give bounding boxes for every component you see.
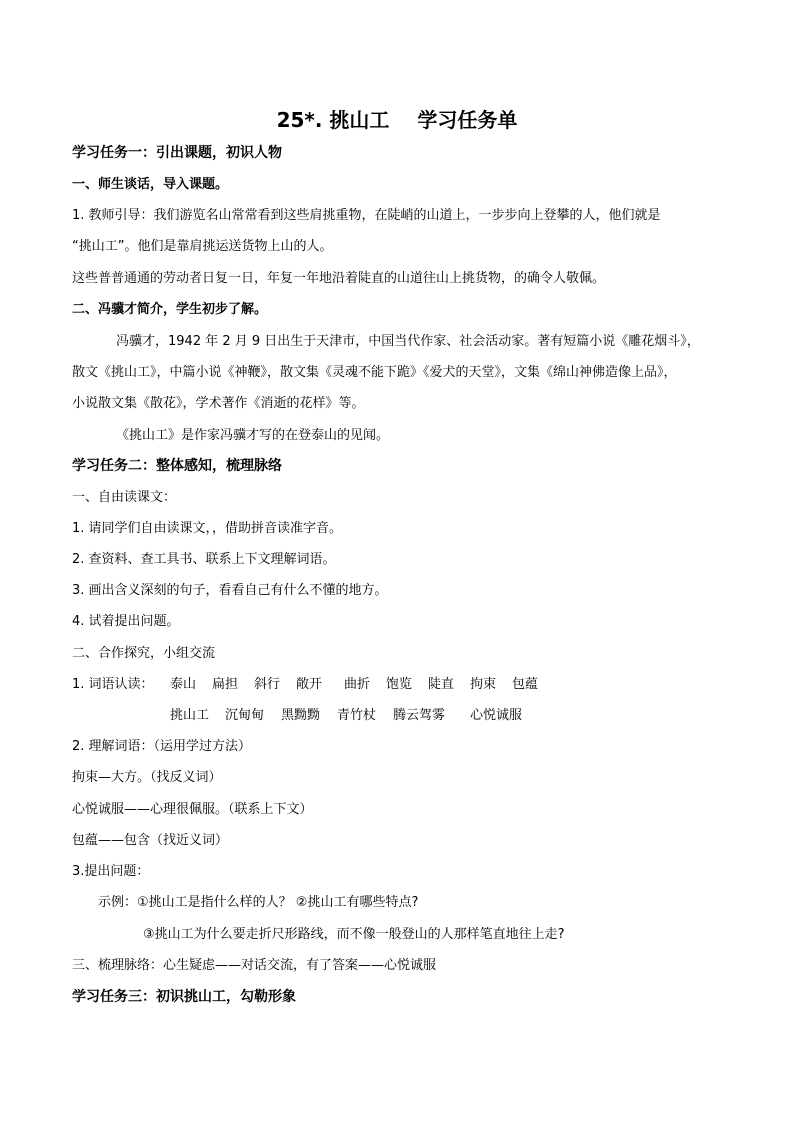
- understand-item: 心悦诚服——心理很佩服。（联系上下文）: [72, 802, 313, 817]
- question-example: 示例：①挑山工是指什么样的人？ ②挑山工有哪些特点?: [98, 895, 419, 910]
- bio-line: 小说散文集《散花》，学术著作《消逝的花样》等。: [72, 396, 365, 411]
- task1-section2-heading: 二、冯骥才简介，学生初步了解。: [72, 302, 268, 317]
- list-item: 4. 试着提出问题。: [72, 614, 180, 629]
- task1-paragraph-line: “挑山工”。他们是靠肩挑运送货物上山的人。: [72, 239, 333, 254]
- list-item: 2. 查资料、查工具书、联系上下文理解词语。: [72, 552, 336, 567]
- questions-label: 3.提出问题：: [72, 864, 150, 879]
- understand-item: 拘束—大方。（找反义词）: [72, 770, 222, 785]
- understand-item: 包蕴——包含（找近义词）: [72, 833, 229, 848]
- vocab-label: 1. 词语认读：: [72, 677, 154, 692]
- list-item: 3. 画出含义深刻的句子，看看自己有什么不懂的地方。: [72, 583, 388, 598]
- list-item: 1. 请同学们自由读课文，，借助拼音读准字音。: [72, 521, 343, 536]
- vocab-word: 陡直: [428, 677, 455, 692]
- task2-section1-heading: 一、自由读课文：: [72, 490, 177, 505]
- bio-line: 《挑山工》是作家冯骥才写的在登泰山的见闻。: [116, 428, 390, 443]
- vocab-word: 腾云驾雾: [393, 708, 446, 723]
- vocab-word: 曲折: [344, 677, 371, 692]
- task1-paragraph: 这些普普通通的劳动者日复一日，年复一年地沿着陡直的山道往山上挑货物，的确令人敬佩。: [72, 271, 606, 286]
- vocab-word: 拘束: [470, 677, 497, 692]
- vocab-word: 沉甸甸: [225, 708, 265, 723]
- task1-section1-heading: 一、师生谈话，导入课题。: [72, 177, 229, 192]
- bio-line: 冯骥才，1942 年 2 月 9 日出生于天津市，中国当代作家、社会活动家。著有短篇小说《雕花烟斗》，: [116, 334, 700, 349]
- vocab-word: 青竹杖: [337, 708, 377, 723]
- task1-heading: 学习任务一：引出课题，初识人物: [72, 145, 282, 161]
- page-title: [0, 104, 794, 133]
- vocab-word: 敞开: [296, 677, 323, 692]
- title-sub: 学习任务单: [417, 108, 518, 132]
- task2-heading: 学习任务二：整体感知，梳理脉络: [72, 458, 282, 474]
- vocab-word: 泰山: [170, 677, 197, 692]
- bio-line: 散文《挑山工》，中篇小说《神鞭》，散文集《灵魂不能下跪》《爱犬的天堂》，文集《绵山神佛造像上品》，: [72, 365, 677, 380]
- task1-paragraph-line: 1. 教师引导：我们游览名山常常看到这些肩挑重物，在陡峭的山道上，一步步向上登攀的人，他们就是: [72, 208, 661, 223]
- task2-section2-heading: 二、合作探究，小组交流: [72, 646, 216, 661]
- task3-heading: 学习任务三：初识挑山工，勾勒形象: [72, 989, 296, 1005]
- vocab-word: 心悦诚服: [470, 708, 523, 723]
- question-example: ③挑山工为什么要走折尺形路线，而不像一般登山的人那样笔直地往上走?: [143, 927, 565, 942]
- task2-section3: 三、梳理脉络：心生疑虑——对话交流，有了答案——心悦诚服: [72, 958, 437, 973]
- vocab-word: 饱览: [386, 677, 413, 692]
- vocab-word: 黑黝黝: [281, 708, 321, 723]
- title-main: 25*. 挑山工: [276, 108, 390, 132]
- vocab-word: 扁担: [212, 677, 239, 692]
- vocab-word: 斜行: [254, 677, 281, 692]
- vocab-word: 挑山工: [170, 708, 210, 723]
- vocab-word: 包蕴: [512, 677, 539, 692]
- understand-label: 2. 理解词语：（运用学过方法）: [72, 739, 252, 754]
